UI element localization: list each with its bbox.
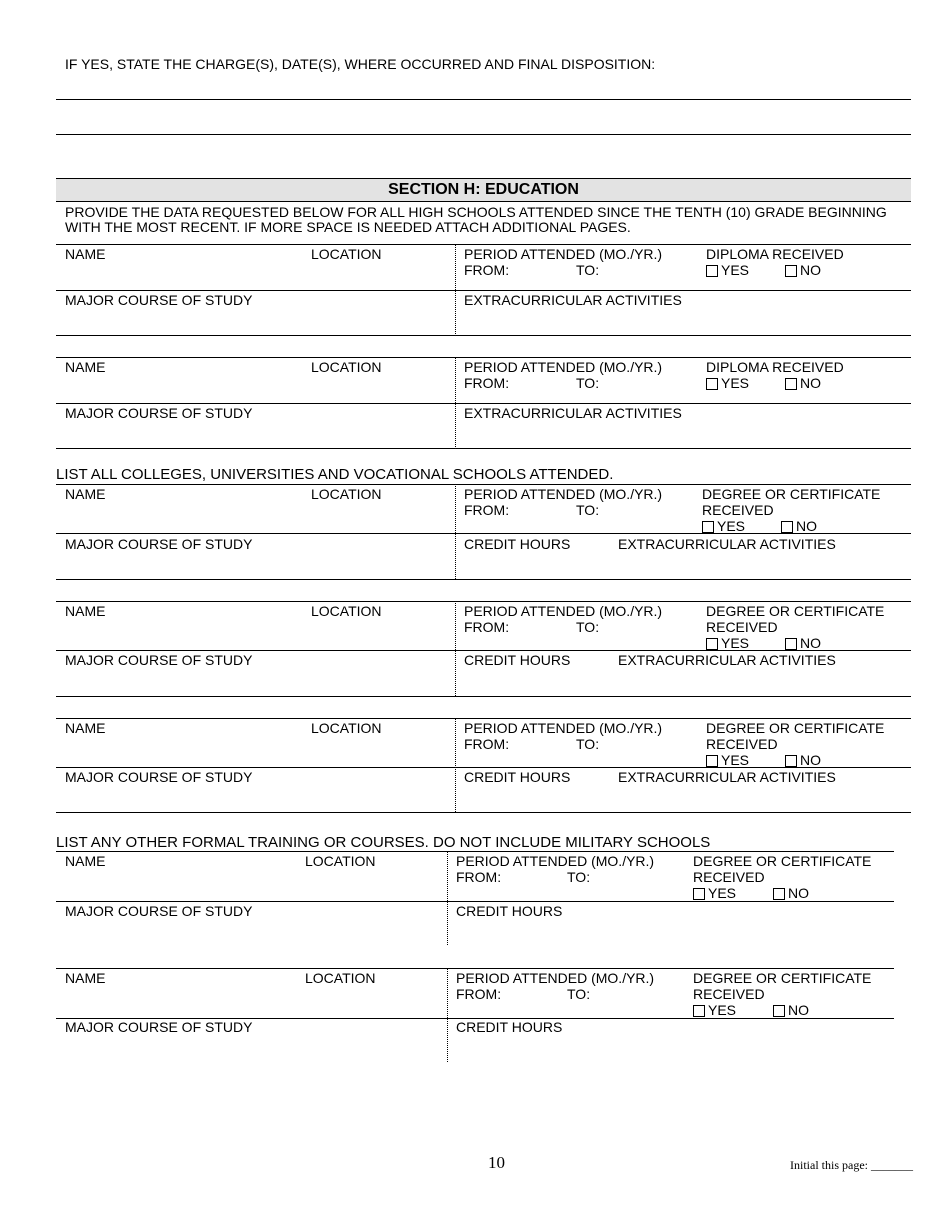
location-label[interactable]: LOCATION — [311, 246, 382, 262]
period-label: PERIOD ATTENDED (MO./YR.) — [464, 603, 663, 619]
rule — [56, 244, 911, 245]
checkbox-icon[interactable] — [693, 888, 705, 900]
rule — [56, 901, 894, 902]
degree-yes[interactable] — [702, 518, 745, 534]
received-label: RECEIVED — [693, 869, 765, 885]
column-divider — [447, 968, 448, 1062]
checkbox-icon[interactable] — [781, 521, 793, 533]
checkbox-icon[interactable] — [706, 638, 718, 650]
yes-label: YES — [708, 1002, 737, 1018]
credit-hours-label[interactable]: CREDIT HOURS — [464, 536, 571, 552]
initial-this-page[interactable]: Initial this page: _______ — [790, 1158, 913, 1172]
location-label[interactable]: LOCATION — [311, 603, 382, 619]
degree-yes[interactable] — [693, 1002, 736, 1018]
diploma-no[interactable] — [785, 375, 821, 391]
degree-label: DEGREE OR CERTIFICATE — [706, 720, 885, 736]
diploma-label: DIPLOMA RECEIVED — [706, 359, 844, 375]
period-label: PERIOD ATTENDED (MO./YR.) — [464, 486, 663, 502]
checkbox-icon[interactable] — [773, 888, 785, 900]
rule — [56, 533, 911, 534]
name-label[interactable]: NAME — [65, 603, 106, 619]
location-label[interactable]: LOCATION — [311, 486, 382, 502]
column-divider — [455, 244, 456, 334]
from-label[interactable]: FROM: — [464, 502, 510, 518]
degree-no[interactable] — [773, 1002, 809, 1018]
checkbox-icon[interactable] — [706, 755, 718, 767]
major-label[interactable]: MAJOR COURSE OF STUDY — [65, 292, 253, 308]
yes-label: YES — [721, 635, 750, 651]
received-label: RECEIVED — [706, 736, 778, 752]
from-label[interactable]: FROM: — [464, 375, 510, 391]
checkbox-icon[interactable] — [702, 521, 714, 533]
colleges-heading: LIST ALL COLLEGES, UNIVERSITIES AND VOCATIONAL SCHOOLS ATTENDED. — [56, 466, 614, 483]
rule — [56, 290, 911, 291]
training-heading: LIST ANY OTHER FORMAL TRAINING OR COURSES. DO NOT INCLUDE MILITARY SCHOOLS — [56, 834, 711, 851]
section-header-bar — [56, 178, 911, 201]
rule — [56, 448, 911, 449]
diploma-yes[interactable] — [706, 262, 749, 278]
location-label[interactable]: LOCATION — [311, 720, 382, 736]
degree-no[interactable] — [785, 752, 821, 768]
column-divider — [455, 601, 456, 696]
no-label: NO — [796, 518, 817, 534]
page-number: 10 — [488, 1153, 505, 1172]
rule — [56, 201, 911, 202]
rule — [56, 851, 894, 852]
rule — [56, 335, 911, 336]
instructions-line-1: PROVIDE THE DATA REQUESTED BELOW FOR ALL HIGH SCHOOLS ATTENDED SINCE THE TENTH (10) GRADE BEGINNING — [65, 204, 887, 220]
major-label[interactable]: MAJOR COURSE OF STUDY — [65, 652, 253, 668]
from-label[interactable]: FROM: — [456, 869, 502, 885]
extracurricular-label[interactable]: EXTRACURRICULAR ACTIVITIES — [618, 652, 836, 668]
column-divider — [455, 718, 456, 812]
period-label: PERIOD ATTENDED (MO./YR.) — [456, 853, 655, 869]
to-label[interactable]: TO: — [567, 869, 591, 885]
name-label[interactable]: NAME — [65, 486, 106, 502]
from-label[interactable]: FROM: — [464, 619, 510, 635]
checkbox-icon[interactable] — [706, 265, 718, 277]
major-label[interactable]: MAJOR COURSE OF STUDY — [65, 536, 253, 552]
to-label[interactable]: TO: — [567, 986, 591, 1002]
degree-no[interactable] — [773, 885, 809, 901]
extracurricular-label[interactable]: EXTRACURRICULAR ACTIVITIES — [618, 536, 836, 552]
major-label[interactable]: MAJOR COURSE OF STUDY — [65, 405, 253, 421]
to-label[interactable]: TO: — [576, 375, 600, 391]
degree-no[interactable] — [781, 518, 817, 534]
checkbox-icon[interactable] — [785, 265, 797, 277]
degree-label: DEGREE OR CERTIFICATE — [706, 603, 885, 619]
diploma-no[interactable] — [785, 262, 821, 278]
location-label[interactable]: LOCATION — [305, 853, 376, 869]
rule — [56, 696, 911, 697]
major-label[interactable]: MAJOR COURSE OF STUDY — [65, 903, 253, 919]
period-label: PERIOD ATTENDED (MO./YR.) — [464, 246, 663, 262]
degree-label: DEGREE OR CERTIFICATE — [702, 486, 881, 502]
to-label[interactable]: TO: — [576, 502, 600, 518]
rule — [56, 403, 911, 404]
received-label: RECEIVED — [706, 619, 778, 635]
name-label[interactable]: NAME — [65, 720, 106, 736]
from-label[interactable]: FROM: — [464, 262, 510, 278]
extracurricular-label[interactable]: EXTRACURRICULAR ACTIVITIES — [464, 292, 682, 308]
no-label: NO — [800, 262, 821, 278]
name-label[interactable]: NAME — [65, 970, 106, 986]
checkbox-icon[interactable] — [785, 638, 797, 650]
yes-label: YES — [721, 752, 750, 768]
credit-hours-label[interactable]: CREDIT HOURS — [456, 903, 563, 919]
charges-prompt: IF YES, STATE THE CHARGE(S), DATE(S), WHERE OCCURRED AND FINAL DISPOSITION: — [65, 56, 656, 72]
credit-hours-label[interactable]: CREDIT HOURS — [464, 652, 571, 668]
column-divider — [447, 851, 448, 945]
name-label[interactable]: NAME — [65, 853, 106, 869]
extracurricular-label[interactable]: EXTRACURRICULAR ACTIVITIES — [618, 769, 836, 785]
checkbox-icon[interactable] — [693, 1005, 705, 1017]
period-label: PERIOD ATTENDED (MO./YR.) — [464, 359, 663, 375]
degree-label: DEGREE OR CERTIFICATE — [693, 970, 872, 986]
yes-label: YES — [721, 262, 750, 278]
checkbox-icon[interactable] — [785, 755, 797, 767]
name-label[interactable]: NAME — [65, 359, 106, 375]
rule — [56, 579, 911, 580]
no-label: NO — [800, 375, 821, 391]
credit-hours-label[interactable]: CREDIT HOURS — [464, 769, 571, 785]
from-label[interactable]: FROM: — [456, 986, 502, 1002]
degree-yes[interactable] — [706, 635, 749, 651]
degree-no[interactable] — [785, 635, 821, 651]
no-label: NO — [800, 752, 821, 768]
answer-line-2[interactable] — [56, 134, 911, 135]
rule — [56, 718, 911, 719]
diploma-yes[interactable] — [706, 375, 749, 391]
rule — [56, 484, 911, 485]
section-title: SECTION H: EDUCATION — [388, 181, 579, 198]
rule — [56, 357, 911, 358]
degree-yes[interactable] — [706, 752, 749, 768]
yes-label: YES — [708, 885, 737, 901]
rule — [56, 650, 911, 651]
rule — [56, 767, 911, 768]
instructions-line-2: WITH THE MOST RECENT. IF MORE SPACE IS NEEDED ATTACH ADDITIONAL PAGES. — [65, 219, 631, 235]
extracurricular-label[interactable]: EXTRACURRICULAR ACTIVITIES — [464, 405, 682, 421]
from-label[interactable]: FROM: — [464, 736, 510, 752]
column-divider — [455, 357, 456, 447]
received-label: RECEIVED — [702, 502, 774, 518]
yes-label: YES — [717, 518, 746, 534]
rule — [56, 968, 894, 969]
rule — [56, 812, 911, 813]
checkbox-icon[interactable] — [773, 1005, 785, 1017]
yes-label: YES — [721, 375, 750, 391]
location-label[interactable]: LOCATION — [311, 359, 382, 375]
checkbox-icon[interactable] — [785, 378, 797, 390]
no-label: NO — [788, 1002, 809, 1018]
period-label: PERIOD ATTENDED (MO./YR.) — [464, 720, 663, 736]
to-label[interactable]: TO: — [576, 736, 600, 752]
received-label: RECEIVED — [693, 986, 765, 1002]
rule — [56, 601, 911, 602]
no-label: NO — [788, 885, 809, 901]
checkbox-icon[interactable] — [706, 378, 718, 390]
name-label[interactable]: NAME — [65, 246, 106, 262]
to-label[interactable]: TO: — [576, 262, 600, 278]
answer-line-1[interactable] — [56, 99, 911, 100]
diploma-label: DIPLOMA RECEIVED — [706, 246, 844, 262]
credit-hours-label[interactable]: CREDIT HOURS — [456, 1019, 563, 1035]
major-label[interactable]: MAJOR COURSE OF STUDY — [65, 1019, 253, 1035]
column-divider — [455, 484, 456, 579]
location-label[interactable]: LOCATION — [305, 970, 376, 986]
degree-label: DEGREE OR CERTIFICATE — [693, 853, 872, 869]
no-label: NO — [800, 635, 821, 651]
period-label: PERIOD ATTENDED (MO./YR.) — [456, 970, 655, 986]
to-label[interactable]: TO: — [576, 619, 600, 635]
degree-yes[interactable] — [693, 885, 736, 901]
major-label[interactable]: MAJOR COURSE OF STUDY — [65, 769, 253, 785]
